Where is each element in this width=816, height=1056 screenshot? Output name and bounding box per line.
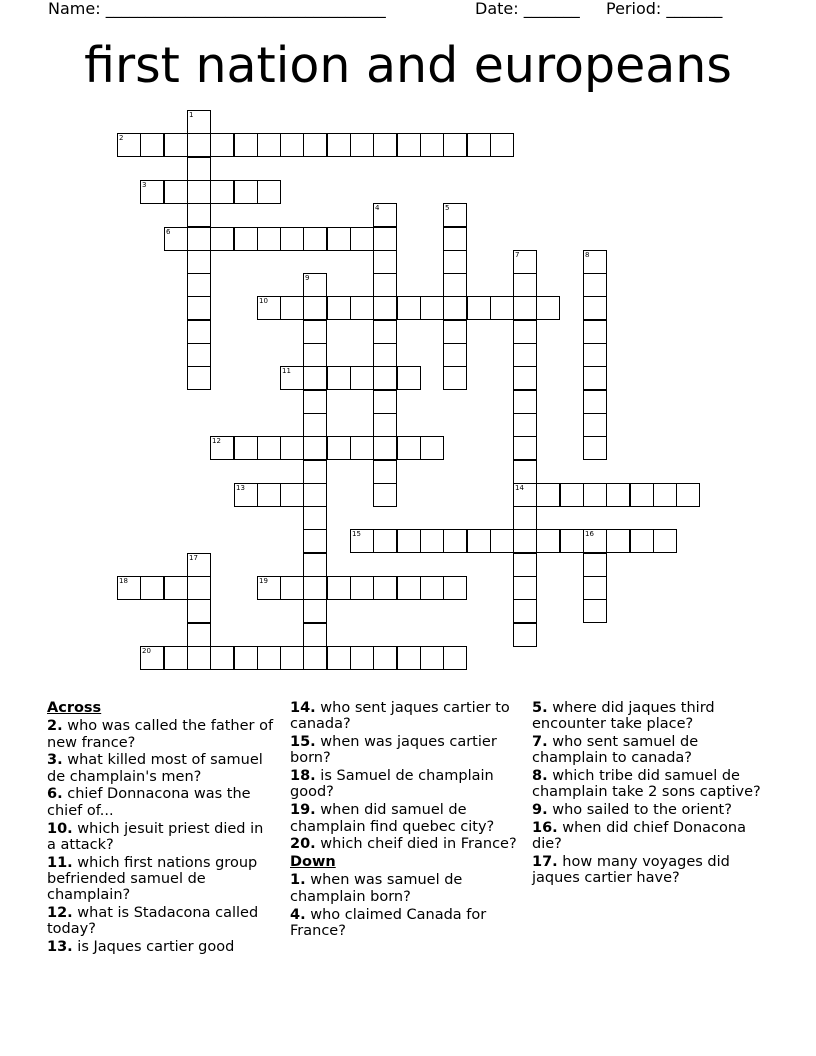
clues-column-3 <box>532 700 768 888</box>
grid-cell[interactable] <box>373 646 397 670</box>
grid-cell[interactable] <box>513 366 537 390</box>
grid-cell[interactable] <box>280 227 304 251</box>
grid-cell[interactable] <box>303 529 327 553</box>
grid-cell[interactable] <box>210 227 234 251</box>
grid-cell[interactable] <box>210 133 234 157</box>
grid-cell[interactable] <box>513 553 537 577</box>
grid-cell[interactable] <box>303 413 327 437</box>
grid-cell[interactable] <box>234 436 258 460</box>
clue-across-13: 13. is Jaques cartier good <box>47 939 235 956</box>
grid-cell[interactable] <box>234 133 258 157</box>
grid-cell[interactable] <box>257 227 281 251</box>
grid-cell[interactable] <box>187 599 211 623</box>
clue-number: 5 <box>445 204 450 212</box>
grid-cell[interactable] <box>397 366 421 390</box>
grid-cell[interactable] <box>490 529 514 553</box>
clue-number: 17 <box>189 554 198 562</box>
grid-cell[interactable] <box>350 227 374 251</box>
grid-cell[interactable] <box>327 133 351 157</box>
grid-cell[interactable] <box>536 529 560 553</box>
grid-cell[interactable] <box>373 529 397 553</box>
grid-cell[interactable] <box>443 273 467 297</box>
grid-cell[interactable] <box>164 180 188 204</box>
date-line: _______ <box>523 0 580 18</box>
grid-cell[interactable] <box>653 529 677 553</box>
grid-cell[interactable] <box>373 460 397 484</box>
grid-cell[interactable] <box>210 646 234 670</box>
grid-cell[interactable] <box>513 413 537 437</box>
grid-cell[interactable] <box>513 599 537 623</box>
grid-cell[interactable] <box>257 483 281 507</box>
grid-cell[interactable] <box>420 296 444 320</box>
clue-number: 7 <box>515 251 520 259</box>
grid-cell[interactable] <box>303 273 327 297</box>
grid-cell[interactable] <box>187 646 211 670</box>
grid-cell[interactable] <box>420 529 444 553</box>
grid-cell[interactable] <box>490 133 514 157</box>
grid-cell[interactable] <box>187 157 211 181</box>
grid-cell[interactable] <box>583 483 607 507</box>
clue-down-5: 5. where did jaques third encounter take place? <box>532 700 715 733</box>
grid-cell[interactable] <box>303 436 327 460</box>
across-heading: Across <box>47 700 102 716</box>
grid-cell[interactable] <box>187 296 211 320</box>
grid-cell[interactable] <box>513 506 537 530</box>
clue-number: 16 <box>585 530 594 538</box>
clue-across-3: 3. what killed most of samuel de champlain's men? <box>47 752 263 785</box>
grid-cell[interactable] <box>303 390 327 414</box>
grid-cell[interactable] <box>140 133 164 157</box>
grid-cell[interactable] <box>397 529 421 553</box>
grid-cell[interactable] <box>373 436 397 460</box>
grid-cell[interactable] <box>164 227 188 251</box>
grid-cell[interactable] <box>653 483 677 507</box>
grid-cell[interactable] <box>210 180 234 204</box>
date-label: Date: <box>475 0 524 18</box>
grid-cell[interactable] <box>327 366 351 390</box>
grid-cell[interactable] <box>234 180 258 204</box>
clue-number: 1 <box>189 111 194 119</box>
clue-number: 12 <box>212 437 221 445</box>
clue-down-16: 16. when did chief Donacona die? <box>532 820 746 853</box>
clue-across-12: 12. what is Stadacona called today? <box>47 905 259 938</box>
clue-number: 10 <box>259 297 268 305</box>
grid-cell[interactable] <box>630 529 654 553</box>
grid-cell[interactable] <box>373 366 397 390</box>
clue-across-18: 18. is Samuel de champlain good? <box>290 768 494 801</box>
clue-across-15: 15. when was jaques cartier born? <box>290 734 497 767</box>
grid-cell[interactable] <box>280 483 304 507</box>
grid-cell[interactable] <box>606 529 630 553</box>
clue-number: 19 <box>259 577 268 585</box>
grid-cell[interactable] <box>373 576 397 600</box>
grid-cell[interactable] <box>560 529 584 553</box>
grid-cell[interactable] <box>187 110 211 134</box>
grid-cell[interactable] <box>350 646 374 670</box>
clue-number: 20 <box>142 647 151 655</box>
grid-cell[interactable] <box>350 529 374 553</box>
grid-cell[interactable] <box>513 250 537 274</box>
clue-number: 18 <box>119 577 128 585</box>
grid-cell[interactable] <box>303 343 327 367</box>
grid-cell[interactable] <box>280 436 304 460</box>
grid-cell[interactable] <box>513 273 537 297</box>
grid-cell[interactable] <box>187 273 211 297</box>
grid-cell[interactable] <box>257 180 281 204</box>
grid-cell[interactable] <box>187 180 211 204</box>
grid-cell[interactable] <box>280 646 304 670</box>
grid-cell[interactable] <box>443 576 467 600</box>
grid-cell[interactable] <box>303 227 327 251</box>
grid-cell[interactable] <box>420 436 444 460</box>
grid-cell[interactable] <box>373 390 397 414</box>
grid-cell[interactable] <box>583 413 607 437</box>
grid-cell[interactable] <box>420 133 444 157</box>
grid-cell[interactable] <box>303 483 327 507</box>
grid-cell[interactable] <box>280 576 304 600</box>
grid-cell[interactable] <box>373 320 397 344</box>
grid-cell[interactable] <box>583 296 607 320</box>
grid-cell[interactable] <box>280 133 304 157</box>
grid-cell[interactable] <box>583 436 607 460</box>
grid-cell[interactable] <box>327 576 351 600</box>
grid-cell[interactable] <box>140 646 164 670</box>
grid-cell[interactable] <box>373 133 397 157</box>
grid-cell[interactable] <box>187 343 211 367</box>
grid-cell[interactable] <box>303 553 327 577</box>
grid-cell[interactable] <box>303 460 327 484</box>
grid-cell[interactable] <box>303 646 327 670</box>
grid-cell[interactable] <box>303 366 327 390</box>
grid-cell[interactable] <box>187 320 211 344</box>
grid-cell[interactable] <box>583 576 607 600</box>
page-title: first nation and europeans <box>84 37 732 94</box>
grid-cell[interactable] <box>117 133 141 157</box>
grid-cell[interactable] <box>443 646 467 670</box>
grid-cell[interactable] <box>397 576 421 600</box>
grid-cell[interactable] <box>303 623 327 647</box>
grid-cell[interactable] <box>327 646 351 670</box>
grid-cell[interactable] <box>234 227 258 251</box>
grid-cell[interactable] <box>187 623 211 647</box>
grid-cell[interactable] <box>350 133 374 157</box>
grid-cell[interactable] <box>350 436 374 460</box>
clue-number: 8 <box>585 251 590 259</box>
grid-cell[interactable] <box>513 436 537 460</box>
grid-cell[interactable] <box>280 366 304 390</box>
grid-cell[interactable] <box>420 576 444 600</box>
grid-cell[interactable] <box>234 483 258 507</box>
clue-across-20: 20. which cheif died in France? <box>290 836 517 853</box>
clue-down-8: 8. which tribe did samuel de champlain take 2 sons captive? <box>532 768 761 801</box>
grid-cell[interactable] <box>187 576 211 600</box>
grid-cell[interactable] <box>513 529 537 553</box>
grid-cell[interactable] <box>373 227 397 251</box>
grid-cell[interactable] <box>513 576 537 600</box>
grid-cell[interactable] <box>303 506 327 530</box>
grid-cell[interactable] <box>187 133 211 157</box>
grid-cell[interactable] <box>257 296 281 320</box>
clue-down-17: 17. how many voyages did jaques cartier have? <box>532 854 730 887</box>
grid-cell[interactable] <box>443 250 467 274</box>
clue-down-9: 9. who sailed to the orient? <box>532 802 732 819</box>
grid-cell[interactable] <box>536 483 560 507</box>
clues-column-1 <box>47 700 275 957</box>
grid-cell[interactable] <box>117 576 141 600</box>
grid-cell[interactable] <box>443 529 467 553</box>
grid-cell[interactable] <box>583 366 607 390</box>
grid-cell[interactable] <box>583 390 607 414</box>
grid-cell[interactable] <box>187 250 211 274</box>
grid-cell[interactable] <box>350 296 374 320</box>
grid-cell[interactable] <box>303 320 327 344</box>
grid-cell[interactable] <box>303 296 327 320</box>
clue-down-4: 4. who claimed Canada for France? <box>290 906 487 939</box>
clue-across-14: 14. who sent jaques cartier to canada? <box>290 700 510 733</box>
clue-across-11: 11. which first nations group befriended samuel de champlain? <box>47 854 258 904</box>
grid-cell[interactable] <box>327 436 351 460</box>
grid-cell[interactable] <box>373 273 397 297</box>
grid-cell[interactable] <box>397 296 421 320</box>
grid-cell[interactable] <box>257 576 281 600</box>
grid-cell[interactable] <box>257 646 281 670</box>
grid-cell[interactable] <box>303 133 327 157</box>
grid-cell[interactable] <box>373 296 397 320</box>
grid-cell[interactable] <box>513 460 537 484</box>
grid-cell[interactable] <box>373 413 397 437</box>
grid-cell[interactable] <box>513 623 537 647</box>
grid-cell[interactable] <box>350 366 374 390</box>
clue-down-1: 1. when was samuel de champlain born? <box>290 872 463 905</box>
grid-cell[interactable] <box>583 529 607 553</box>
grid-cell[interactable] <box>350 576 374 600</box>
grid-cell[interactable] <box>443 296 467 320</box>
name-line: ___________________________________ <box>105 0 386 18</box>
grid-cell[interactable] <box>606 483 630 507</box>
grid-cell[interactable] <box>164 576 188 600</box>
grid-cell[interactable] <box>373 343 397 367</box>
grid-cell[interactable] <box>443 227 467 251</box>
clue-number: 4 <box>375 204 380 212</box>
grid-cell[interactable] <box>164 133 188 157</box>
clue-number: 3 <box>142 181 147 189</box>
grid-cell[interactable] <box>397 436 421 460</box>
grid-cell[interactable] <box>187 553 211 577</box>
clue-across-2: 2. who was called the father of new france? <box>47 718 274 751</box>
grid-cell[interactable] <box>513 320 537 344</box>
grid-cell[interactable] <box>583 320 607 344</box>
grid-cell[interactable] <box>187 227 211 251</box>
grid-cell[interactable] <box>257 436 281 460</box>
grid-cell[interactable] <box>373 203 397 227</box>
clue-number: 6 <box>166 228 171 236</box>
grid-cell[interactable] <box>513 390 537 414</box>
grid-cell[interactable] <box>583 250 607 274</box>
grid-cell[interactable] <box>373 483 397 507</box>
grid-cell[interactable] <box>630 483 654 507</box>
grid-cell[interactable] <box>234 646 258 670</box>
grid-cell[interactable] <box>303 599 327 623</box>
grid-cell[interactable] <box>583 343 607 367</box>
grid-cell[interactable] <box>140 576 164 600</box>
down-heading: Down <box>290 854 336 871</box>
period-label: Period: <box>606 0 667 18</box>
grid-cell[interactable] <box>373 250 397 274</box>
clue-number: 14 <box>515 484 524 492</box>
clue-number: 11 <box>282 367 291 375</box>
grid-cell[interactable] <box>583 273 607 297</box>
grid-cell[interactable] <box>443 320 467 344</box>
clue-across-10: 10. which jesuit priest died in a attack? <box>47 820 264 853</box>
grid-cell[interactable] <box>467 529 491 553</box>
grid-cell[interactable] <box>513 483 537 507</box>
grid-cell[interactable] <box>443 133 467 157</box>
grid-cell[interactable] <box>327 227 351 251</box>
grid-cell[interactable] <box>443 343 467 367</box>
grid-cell[interactable] <box>583 553 607 577</box>
grid-cell[interactable] <box>187 203 211 227</box>
clues-column-2 <box>290 700 518 941</box>
grid-cell[interactable] <box>443 366 467 390</box>
grid-cell[interactable] <box>210 436 234 460</box>
grid-cell[interactable] <box>583 599 607 623</box>
clue-number: 2 <box>119 134 124 142</box>
clue-down-7: 7. who sent samuel de champlain to canada? <box>532 734 699 767</box>
grid-cell[interactable] <box>513 296 537 320</box>
grid-cell[interactable] <box>140 180 164 204</box>
grid-cell[interactable] <box>327 296 351 320</box>
grid-cell[interactable] <box>164 646 188 670</box>
clue-number: 15 <box>352 530 361 538</box>
grid-cell[interactable] <box>443 203 467 227</box>
grid-cell[interactable] <box>513 343 537 367</box>
grid-cell[interactable] <box>560 483 584 507</box>
grid-cell[interactable] <box>187 366 211 390</box>
grid-cell[interactable] <box>280 296 304 320</box>
grid-cell[interactable] <box>397 646 421 670</box>
clue-number: 9 <box>305 274 310 282</box>
clue-across-19: 19. when did samuel de champlain find quebec city? <box>290 802 495 835</box>
grid-cell[interactable] <box>536 296 560 320</box>
grid-cell[interactable] <box>397 133 421 157</box>
clue-number: 13 <box>236 484 245 492</box>
period-line: _______ <box>666 0 723 18</box>
grid-cell[interactable] <box>303 576 327 600</box>
grid-cell[interactable] <box>490 296 514 320</box>
grid-cell[interactable] <box>420 646 444 670</box>
name-label: Name: <box>48 0 106 18</box>
grid-cell[interactable] <box>467 133 491 157</box>
clue-across-6: 6. chief Donnacona was the chief of... <box>47 786 251 819</box>
grid-cell[interactable] <box>676 483 700 507</box>
grid-cell[interactable] <box>257 133 281 157</box>
grid-cell[interactable] <box>467 296 491 320</box>
